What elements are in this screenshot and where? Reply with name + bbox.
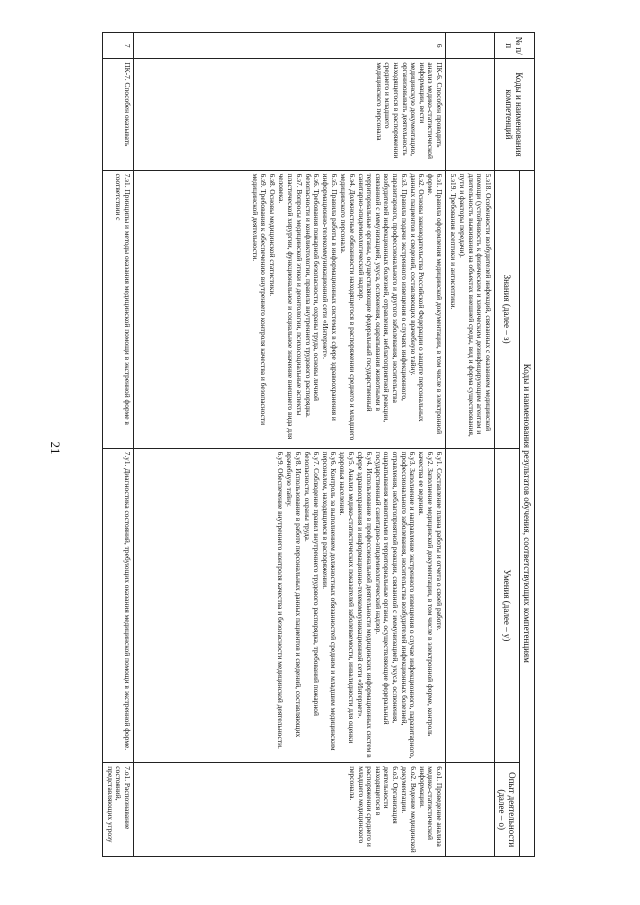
experience-item: 7.о1. Распознавание состояний, представляющих угрозу [105,766,133,843]
skill-item: 6.у2. Заполнение медицинской документации, в том числе в электронной форме, контроль качества ее ведения. [417,451,435,737]
skills-cell [446,448,495,763]
knowledge-item: 6.з3. Правила подачи экстренного извещения о случаях инфекционного, паразитарного, профессионального и другого заболевания, носительства возбудителей инфекционных болезней, отравления, неблагоприятной реакции, связанной с иммунизацией, укуса, ослюнения, оцарапывания животными в территориальные органы, осуществляющие федеральный государственный санитарно-эпидемиологический надзор. [356,173,409,423]
table-row [446,33,495,857]
experience-cell [102,763,133,857]
header-skills: Умения (далее – у) [495,448,520,763]
knowledge-cell [134,170,446,448]
knowledge-item: 6.з1. Правила оформления медицинской документации, в том числе в электронной форме. [426,173,445,435]
skills-cell [134,448,446,763]
header-num: № п/п [495,33,535,59]
table-header [495,33,535,857]
knowledge-item: 6.з6. Требования пожарной безопасности, охраны труда, основы личной безопасности и конфликтологии, правила внутреннего трудового распорядка. [303,173,322,418]
skill-item: 6.у4. Использование в профессиональной деятельности медицинских информационных систем в сфере здравоохранения и информационно-телекоммуникационной сети «Интернет». [356,451,374,758]
header-results: Коды и наименования результатов обучения, соответствующих компетенциям [520,170,535,856]
row-number: 7 [102,33,133,59]
rotated-page-content [65,32,535,857]
experience-item: 6.о3. Организация деятельности находящегося в распоряжении среднего и младшего медицинского персонала. [348,766,401,847]
competency-code: ПК-6. Способен проводить анализ медико-статистической информации, вести медицинскую документацию, организовывать деятельность находящегося в распоряжении среднего и младшего медицинского персонала [134,59,446,170]
experience-item: 6.о1. Проведение анализа медико-статистической информации. [417,766,445,847]
knowledge-cell [102,170,133,448]
skill-item: 7.у1. Диагностика состояний, требующих оказания медицинской помощи в экстренной форме. [123,451,133,751]
header-codes: Коды и наименования компетенций [495,59,535,170]
skill-item: 6.у9. Обеспечение внутреннего контроля качества и безопасности медицинской деятельности. [276,451,286,749]
table-body [102,33,494,857]
knowledge-cell [446,170,495,448]
experience-cell [134,763,446,857]
competency-code [446,59,495,170]
skills-cell [102,448,133,763]
header-knowledge: Знания (далее – з) [495,170,520,448]
header-experience: Опыт деятельности (далее – о) [495,763,520,857]
table-row [102,33,133,857]
row-number: 6 [134,33,446,59]
knowledge-item: 6.з8. Основы медицинской статистики. [268,173,278,297]
knowledge-item: 6.з7. Вопросы медицинской этики и деонтологии, психосоциальные аспекты пластической хирургии, функциональное и социальное значение внешнего вида для человека. [277,173,304,440]
skill-item: 6.у3. Заполнение и направление экстренного извещения о случае инфекционного, паразитарного, профессионального заболевания, носительства возбудителей инфекционных болезней, отравления, неблагоприятной реакции, связанной с иммунизацией, укуса, ослюнения, оцарапывания животными в территориальные органы, осуществляющие федеральный государственный санитарно-эпидемиологический надзор. [373,451,418,759]
skill-item: 6.у8. Использование в работе персональных данных пациентов и сведений, составляющих врачебную тайну. [285,451,304,738]
skill-item: 6.у1. Составление плана работы и отчета о своей работе. [435,451,445,631]
knowledge-item: 7.з1. Принципы и методы оказания медицинской помощи в экстренной форме в соответствии с [114,173,133,425]
knowledge-item: 6.з4. Должностные обязанности находящегося в распоряжении среднего и младшего медицинского персонала. [339,173,357,441]
page-number: 21 [48,441,63,455]
experience-item: 6.о2. Ведение медицинской документации. [400,766,418,853]
skill-item: 6.у6. Контроль за выполнением должностных обязанностей средним и младшим медицинским персоналом, находящимся в распоряжении. [320,451,339,751]
knowledge-item: 6.з5. Правила работы в информационных системах в сфере здравоохранения и информационно-телекоммуникационной сети «Интернет». [321,173,339,421]
competency-code: ПК-7. Способен оказывать [102,59,133,170]
competency-table [102,32,535,857]
knowledge-item: 5.з18. Особенности возбудителей инфекций, связанных с оказанием медицинской помощи (устойчивость к физическим и химическим дезинфицирующим агентам и длительность выживания на объектах внешней среды, вид и форма существования, пути и факторы передачи). [458,173,493,437]
table-row [134,33,446,857]
knowledge-item: 6.з2. Основы законодательства Российской Федерации о защите персональных данных пациентов и сведений, составляющих врачебную тайну. [408,173,427,422]
skill-item: 6.у7. Соблюдение правил внутреннего трудового распорядка, требований пожарной безопасности, охраны труда. [303,451,321,716]
knowledge-item: 6.з9. Требования к обеспечению внутреннего контроля качества и безопасности медицинской деятельности. [250,173,269,426]
row-number [446,33,495,59]
knowledge-item: 5.з19. Требования асептики и антисептики. [449,173,459,310]
skill-item: 6.у5. Анализ медико-статистических показателей заболеваемости, инвалидности для оценки здоровья населения. [338,451,357,744]
experience-cell [446,763,495,857]
